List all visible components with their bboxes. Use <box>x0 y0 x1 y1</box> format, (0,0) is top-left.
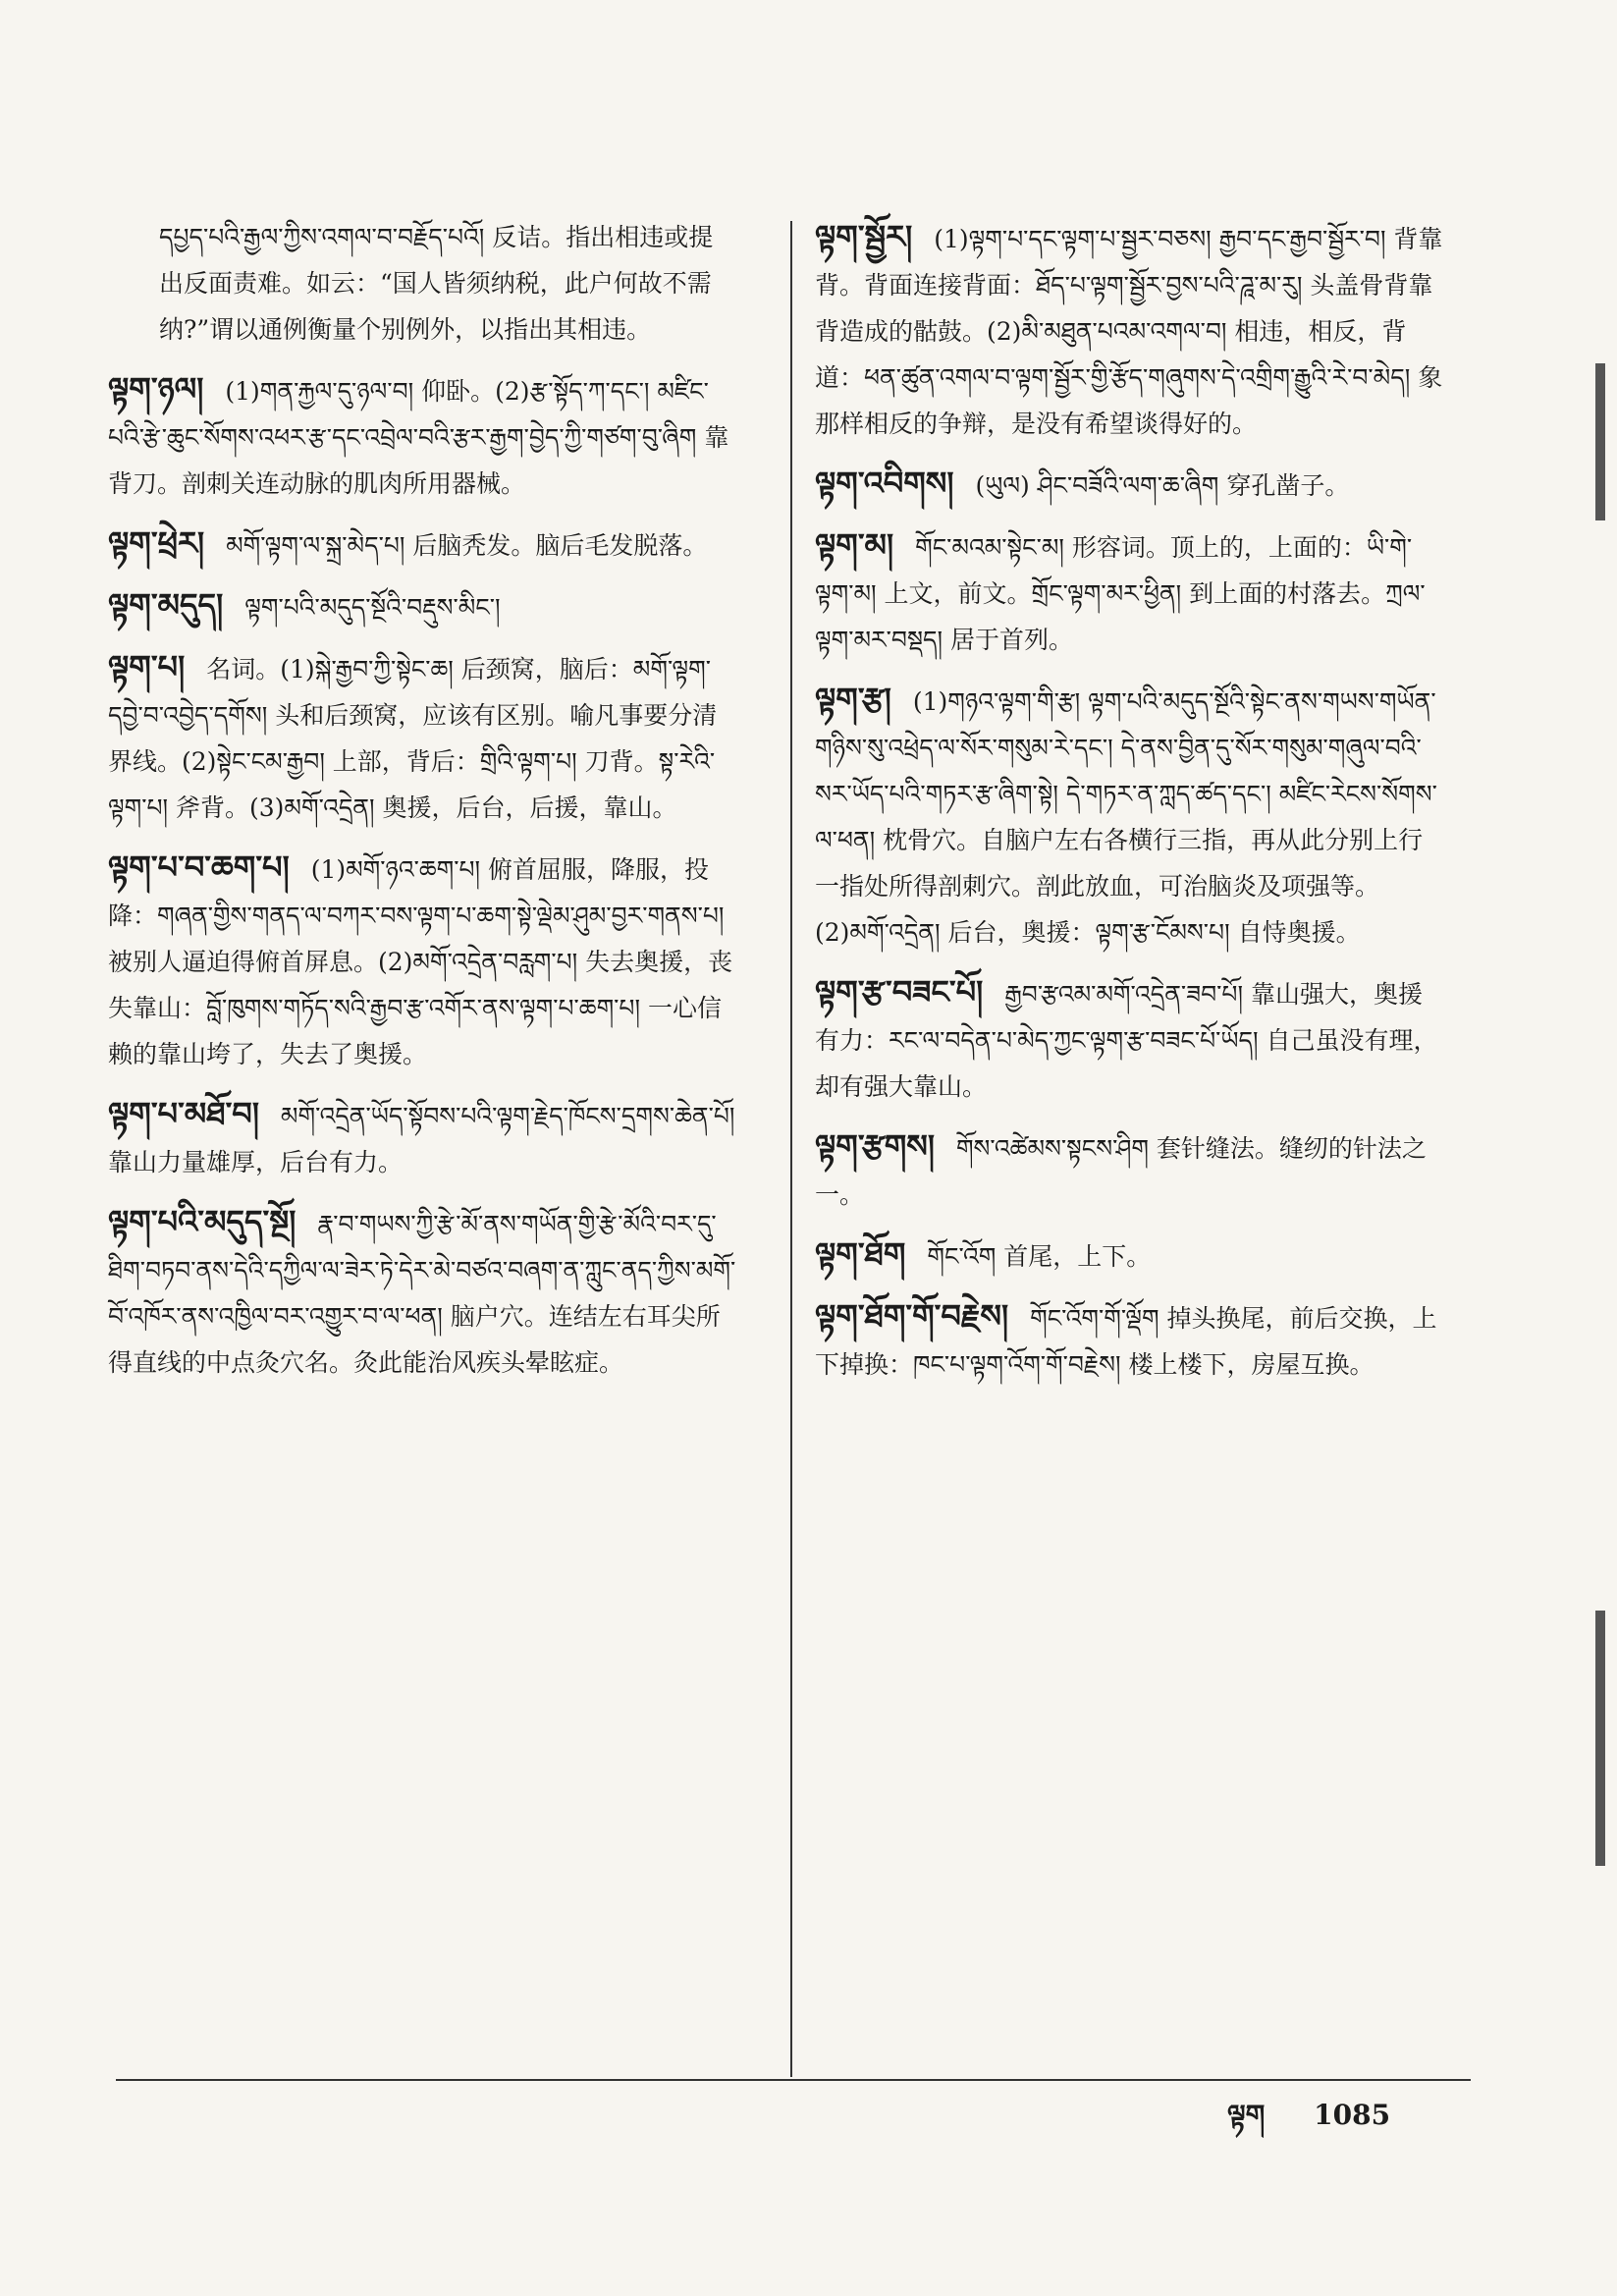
entry-text: རྣ་བ་གཡས་ཀྱི་རྩེ་མོ་ནས་གཡོན་གྱི་རྩེ་མོའི་བར་དུ་ཐིག་བཏབ་ནས་དེའི་དཀྱིལ་ལ་ཟེར་ཏེ་དེར་མེ་བཙའ་བཞག་ན་ཀླུང་ནད་ཀྱིས་མགོ་བོ་འཁོར་ནས་འཁྱིལ་བར་འགྱུར་བ་ལ་ཕན། 脑户穴。连结左右耳尖所得直线的中点灸穴名。灸此能治风疾头晕眩症。 <box>108 1210 736 1377</box>
headword: ལྟག་མདུད། <box>108 586 224 624</box>
column-divider <box>790 221 792 2077</box>
headword: ལྟག་ཉལ། <box>108 370 204 408</box>
entry-text: 名词。(1)སྐེ་རྒྱབ་ཀྱི་སྟེང་ཆ། 后颈窝，脑后：མགོ་ལྟག་དབྱེ་བ་འབྱེད་དགོས། 头和后颈窝，应该有区别。喻凡事要分清界线。(2)སྟེང་ངམ་རྒྱབ། 上部，背后：གྲིའི་ལྟག་པ། 刀背。སྟ་རེའི་ལྟག་པ། 斧背。(3)མགོ་འདྲེན། 奥援，后台，后援，靠山。 <box>108 655 718 822</box>
page-footer <box>1227 2084 1429 2161</box>
entry-text: (ཡུལ) ཤིང་བཟོའི་ལག་ཆ་ཞིག 穿孔凿子。 <box>975 471 1350 500</box>
headword: ལྟག་པ། <box>108 648 186 685</box>
headword: ལྟག་པ་བ་ཆག་པ། <box>108 848 290 886</box>
footer-rule <box>116 2079 1471 2081</box>
entry-text: ལྟག་པའི་མདུད་སྔོའི་བརྡུས་མིང་། <box>244 593 501 622</box>
dictionary-entry <box>108 1091 736 1185</box>
right-column <box>815 214 1443 1401</box>
dictionary-entry <box>108 582 736 630</box>
headword: ལྟག་རྩ། <box>815 681 891 718</box>
scan-margin-mark <box>1595 363 1605 520</box>
dictionary-entry <box>815 969 1443 1110</box>
dictionary-entry <box>108 214 736 353</box>
dictionary-entry <box>815 677 1443 956</box>
dictionary-entry <box>815 522 1443 663</box>
running-head: ལྟག <box>1227 2099 1266 2131</box>
dictionary-entry <box>108 845 736 1077</box>
dictionary-entry <box>815 1231 1443 1280</box>
entry-text: གོས་འཚེམས་སྟངས་ཤིག 套针缝法。缝纫的针法之一。 <box>815 1134 1427 1209</box>
headword: ལྟག་རྩ་བཟང་པོ། <box>815 973 984 1011</box>
page-number: 1085 <box>1314 2099 1391 2131</box>
entry-text: (1)གཉའ་ལྟག་གི་རྩ། ལྟག་པའི་མདུད་སྔོའི་སྟེང་ནས་གཡས་གཡོན་གཉིས་སུ་འཕྲེད་ལ་སོར་གསུམ་རེ་དང་། དེ་ནས་བྱིན་དུ་སོར་གསུམ་གཞུལ་བའི་སར་ཡོད་པའི་གཏར་རྩ་ཞིག་སྟེ། དེ་གཏར་ན་ཀླད་ཚད་དང་། མཛིང་རེངས་སོགས་ལ་ཕན། 枕骨穴。自脑户左右各横行三指，再从此分别上行一指处所得剖刺穴。剖此放血，可治脑炎及项强等。(2)མགོ་འདྲེན། 后台，奥援：ལྟག་རྩ་ངོམས་པ། 自恃奥援。 <box>815 687 1437 947</box>
headword: ལྟག་ཕྲེར། <box>108 524 205 562</box>
left-column <box>108 214 736 1399</box>
headword: ལྟག་པ་མཐོ་བ། <box>108 1095 259 1132</box>
entry-text: གོང་འོག་གོ་ལྡོག 掉头换尾，前后交换，上下掉换：ཁང་པ་ལྟག་འོག་གོ་བརྗེས། 楼上楼下，房屋互换。 <box>815 1304 1437 1379</box>
dictionary-entry <box>108 644 736 831</box>
dictionary-entry <box>815 1293 1443 1388</box>
entry-text: མགོ་འདྲེན་ཡོད་སྟོབས་པའི་ལྟག་རྗེད་ཁོངས་དྲགས་ཆེན་པོ། 靠山力量雄厚，后台有力。 <box>108 1102 735 1176</box>
dictionary-entry <box>108 366 736 507</box>
entry-text: གོང་མའམ་སྟེང་མ། 形容词。顶上的，上面的：ཡི་གེ་ལྟག་མ། 上文，前文。གྲོང་ལྟག་མར་ཕྱིན། 到上面的村落去。ཀྲལ་ལྟག་མར་བསྡད། 居于首列。 <box>815 533 1426 654</box>
entry-text: (1)ལྟག་པ་དང་ལྟག་པ་སྦྱར་བཅས། རྒྱབ་དང་རྒྱབ་སྦྱོར་བ། 背靠背。背面连接背面：ཐོད་པ་ལྟག་སྦྱོར་བྱས་པའི་ཌཱ་མ་རུ། 头盖骨背靠背造成的骷鼓。(2)མི་མཐུན་པའམ་འགལ་བ། 相违，相反，背道：ཕན་ཚུན་འགལ་བ་ལྟག་སྦྱོར་གྱི་རྩོད་གཞུགས་དེ་འགྲིག་རྒྱུའི་རེ་བ་མེད། 象那样相反的争辩，是没有希望谈得好的。 <box>815 225 1443 438</box>
entry-text: མགོ་ལྟག་ལ་སྐྲ་མེད་པ། 后脑秃发。脑后毛发脱落。 <box>226 531 708 560</box>
dictionary-entry <box>108 1199 736 1386</box>
entry-text: (1)མགོ་ཉའ་ཆག་པ། 俯首屈服，降服，投降：གཞན་གྱིས་གནད་ལ་བཀར་བས་ལྟག་པ་ཆག་སྟེ་ལྡེམ་ཤུམ་བྱར་གནས་པ། 被别人逼迫得俯首屏息。(2)མགོ་འདྲེན་བརླག་པ། 失去奥援，丧失靠山：བློ་ཁུགས་གཏོད་སའི་རྒྱབ་རྩ་འགོར་ནས་ལྟག་པ་ཆག་པ། 一心信赖的靠山垮了，失去了奥援。 <box>108 855 733 1068</box>
dictionary-entry <box>815 1123 1443 1218</box>
headword: ལྟག་རྩགས། <box>815 1127 935 1165</box>
headword: ལྟག་སྦྱོར། <box>815 218 913 255</box>
dictionary-entry <box>815 461 1443 509</box>
entry-text: དཔྱད་པའི་རྒྱལ་ཀྱིས་འགལ་བ་བརྗོད་པའོ། 反诘。指出相违或提出反面责难。如云：“国人皆须纳税，此户何故不需纳?”谓以通例衡量个别例外，以指出其相违。 <box>159 223 714 344</box>
entry-text: རྒྱབ་རྩའམ་མགོ་འདྲེན་ཟབ་པོ། 靠山强大，奥援有力：རང་ལ་བདེན་པ་མེད་ཀྱང་ལྟག་རྩ་བཟང་པོ་ཡོད། 自己虽没有理，却有强大靠山。 <box>815 980 1438 1101</box>
headword: ལྟག་མ། <box>815 526 894 564</box>
entry-text: གོང་འོག 首尾，上下。 <box>927 1242 1152 1271</box>
entry-text: (1)གན་རྐྱལ་དུ་ཉལ་བ། 仰卧。(2)རྩ་སྟོད་ཀ་དང་། མཛིང་པའི་རྩེ་ཆུང་སོགས་འཕར་རྩ་དང་འབྲེལ་བའི་རྩར་རྒྱག་བྱེད་ཀྱི་གཙག་བུ་ཞིག 靠背刀。剖刺关连动脉的肌肉所用器械。 <box>108 377 729 498</box>
headword: ལྟག་ཐོག <box>815 1235 906 1273</box>
scan-margin-mark <box>1595 1611 1605 1866</box>
headword: ལྟག་འབིགས། <box>815 465 954 502</box>
headword: ལྟག་པའི་མདུད་སྔོ། <box>108 1203 296 1240</box>
dictionary-entry <box>815 214 1443 447</box>
headword: ལྟག་ཐོག་གོ་བརྗེས། <box>815 1297 1009 1335</box>
dictionary-entry <box>108 520 736 569</box>
